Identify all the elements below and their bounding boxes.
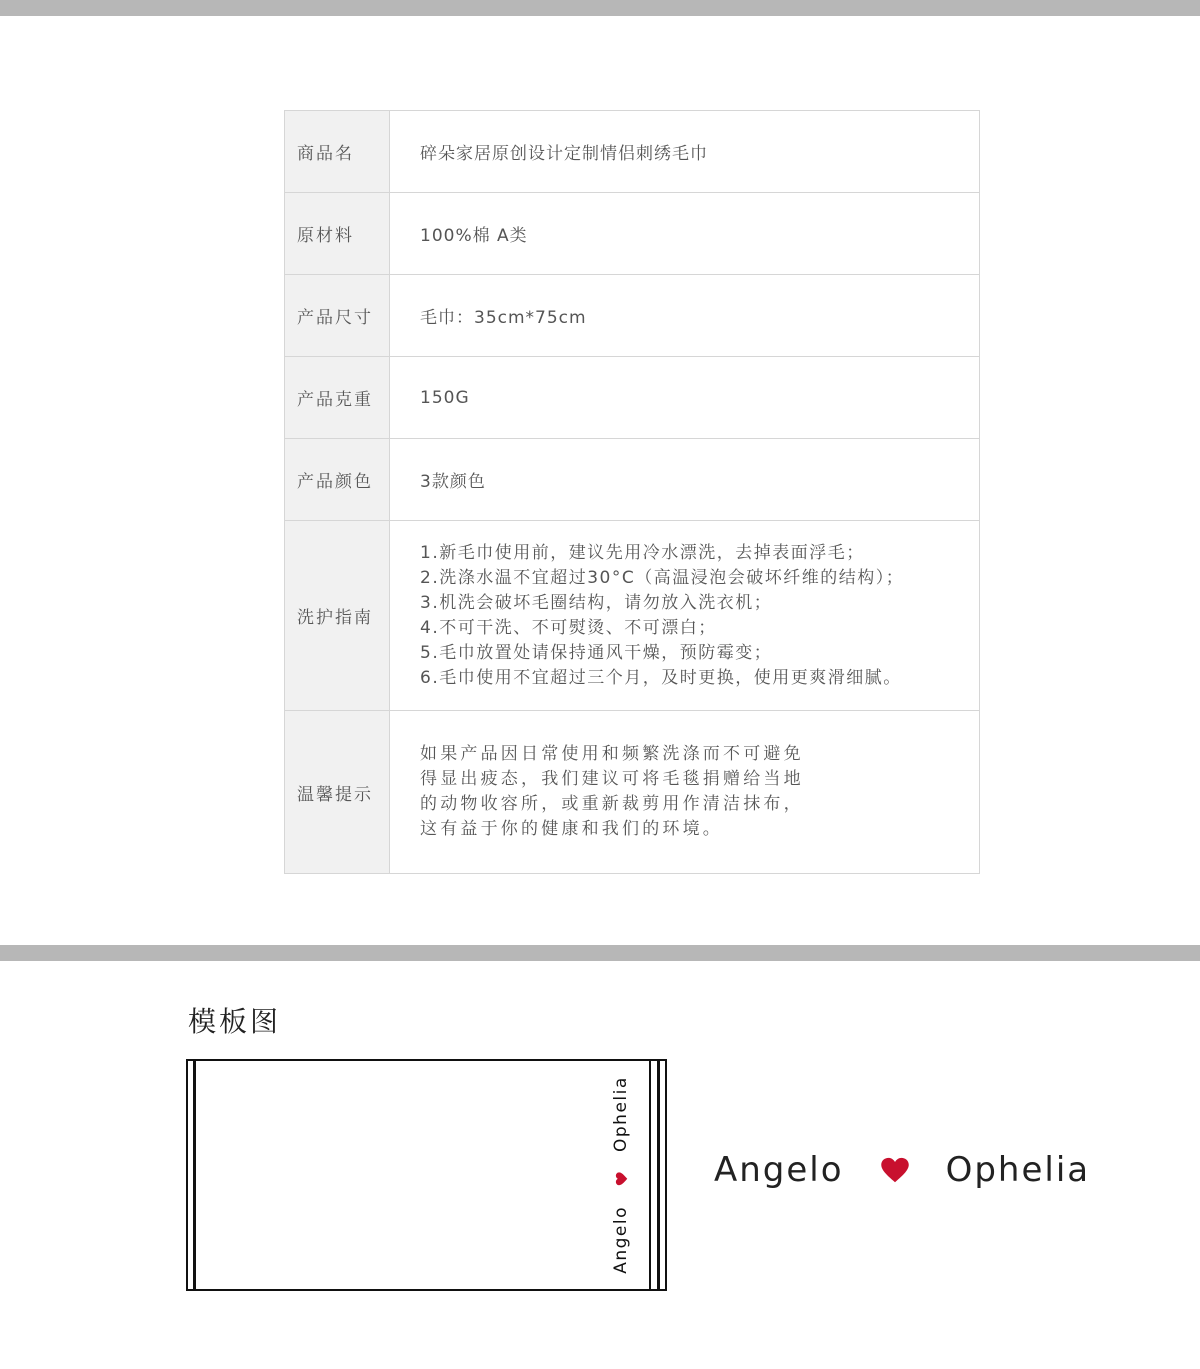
spec-value: [390, 711, 979, 873]
spec-label: 产品尺寸: [285, 275, 390, 356]
spec-label: 原材料: [285, 193, 390, 274]
product-spec-table: [284, 110, 980, 874]
tips-lines: [420, 742, 804, 842]
spec-row-tips: [285, 711, 979, 873]
section-divider-bar: [0, 945, 1200, 961]
care-guide-lines: [420, 541, 904, 691]
heart-icon: [880, 1155, 910, 1185]
care-guide-line: 1.新毛巾使用前，建议先用冷水漂洗，去掉表面浮毛；: [420, 542, 865, 563]
spec-value: 150G: [420, 387, 470, 408]
towel-name-left: Angelo: [611, 1206, 631, 1274]
embroidery-preview: [714, 1150, 1090, 1190]
spec-value: 碎朵家居原创设计定制情侣刺绣毛巾: [420, 144, 708, 164]
spec-label: 产品克重: [285, 357, 390, 438]
care-guide-line: 4.不可干洗、不可熨烫、不可漂白；: [420, 617, 717, 638]
spec-label: 商品名: [285, 111, 390, 192]
preview-name-left: Angelo: [714, 1150, 844, 1190]
towel-template-outline: [186, 1059, 667, 1291]
tips-line: 这有益于你的健康和我们的环境。: [420, 819, 723, 839]
towel-embroidery-text: [611, 1076, 631, 1274]
towel-name-right: Ophelia: [611, 1076, 631, 1152]
top-divider-bar: [0, 0, 1200, 16]
spec-value: [390, 521, 979, 710]
spec-value: 3款颜色: [420, 472, 486, 492]
template-title: 模板图: [188, 1005, 282, 1038]
towel-stripe-right-outer: [657, 1061, 660, 1289]
care-guide-line: 3.机洗会破坏毛圈结构，请勿放入洗衣机；: [420, 592, 773, 613]
spec-label: 洗护指南: [285, 521, 390, 710]
spec-value: 100%棉 A类: [420, 226, 528, 246]
spec-row-material: [285, 193, 979, 275]
heart-icon: [614, 1172, 628, 1186]
towel-stripe-right-inner: [649, 1061, 651, 1289]
tips-line: 的动物收容所，或重新裁剪用作清洁抹布，: [420, 794, 804, 814]
spec-row-size: [285, 275, 979, 357]
spec-row-weight: [285, 357, 979, 439]
spec-row-care-guide: [285, 521, 979, 711]
care-guide-line: 2.洗涤水温不宜超过30°C（高温浸泡会破坏纤维的结构）；: [420, 567, 905, 588]
spec-label: 产品颜色: [285, 439, 390, 520]
towel-stripe-left: [193, 1061, 196, 1289]
spec-value: 毛巾：35cm*75cm: [420, 308, 587, 328]
tips-line: 得显出疲态，我们建议可将毛毯捐赠给当地: [420, 769, 804, 789]
tips-line: 如果产品因日常使用和频繁洗涤而不可避免: [420, 744, 804, 764]
care-guide-line: 6.毛巾使用不宜超过三个月，及时更换，使用更爽滑细腻。: [420, 667, 902, 688]
spec-row-product-name: [285, 111, 979, 193]
preview-name-right: Ophelia: [945, 1150, 1091, 1190]
care-guide-line: 5.毛巾放置处请保持通风干燥，预防霉变；: [420, 642, 773, 663]
spec-label: 温馨提示: [285, 711, 390, 873]
spec-row-colors: [285, 439, 979, 521]
